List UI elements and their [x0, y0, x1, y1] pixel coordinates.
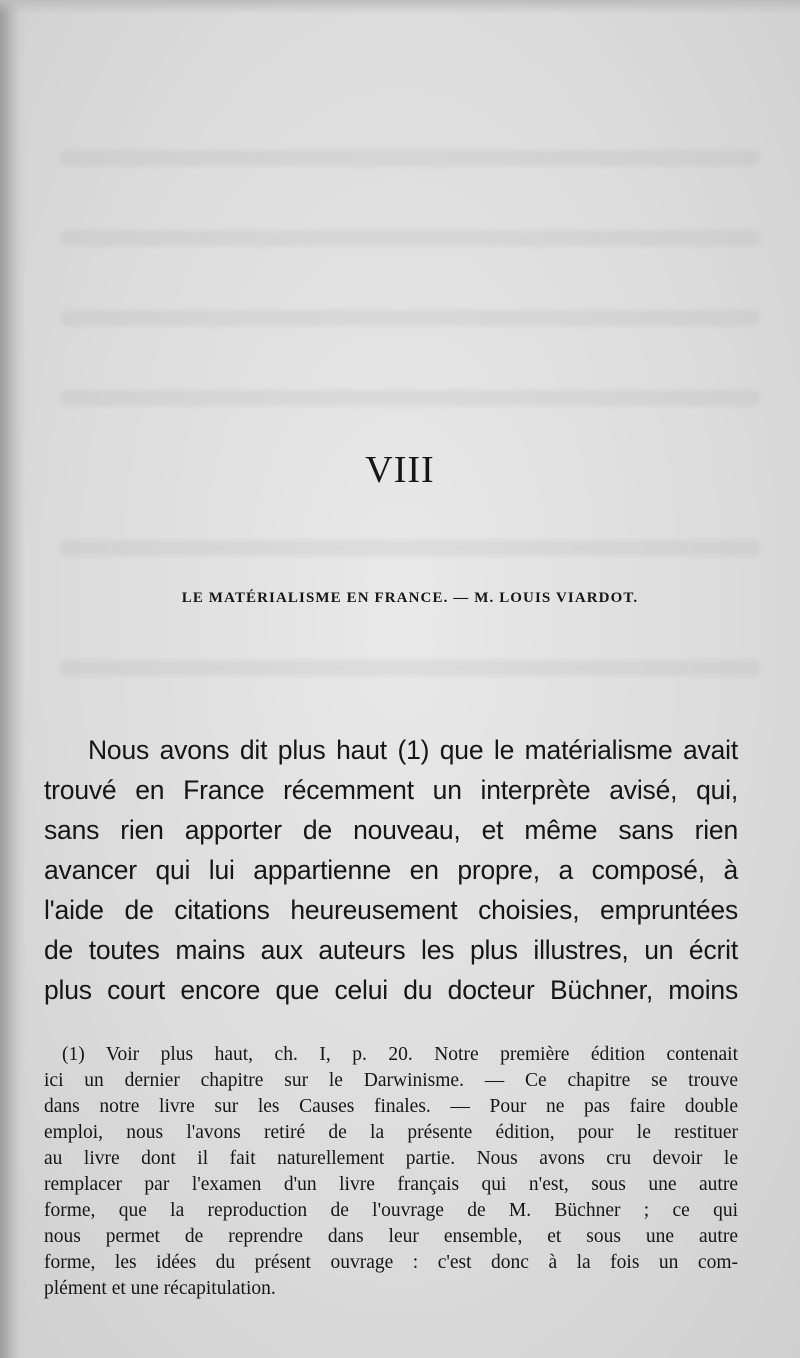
body-line: trouvé en France récemment un interprète avisé, qui, — [44, 775, 738, 805]
footnote-line: nous permet de reprendre dans leur ensemble, et sous une autre — [44, 1226, 738, 1247]
body-line: avancer qui lui appartienne en propre, a composé, à — [44, 855, 738, 885]
show-through-text — [60, 660, 760, 676]
show-through-text — [60, 540, 760, 556]
footnote-line: dans notre livre sur les Causes finales. — Pour ne pas faire double — [44, 1096, 738, 1117]
show-through-text — [60, 310, 760, 326]
body-line: l'aide de citations heureusement choisies, empruntées — [44, 895, 738, 925]
footnote-line: emploi, nous l'avons retiré de la présente édition, pour le restituer — [44, 1122, 738, 1143]
footnote-line: au livre dont il fait naturellement partie. Nous avons cru devoir le — [44, 1148, 738, 1169]
body-line: plus court encore que celui du docteur Büchner, moins — [44, 975, 738, 1005]
binding-shadow — [0, 0, 26, 1358]
footnote-line: remplacer par l'examen d'un livre français qui n'est, sous une autre — [44, 1174, 738, 1195]
footnote-line: forme, que la reproduction de l'ouvrage de M. Büchner ; ce qui — [44, 1200, 738, 1221]
footnote-line: forme, les idées du présent ouvrage : c'est donc à la fois un com- — [44, 1252, 738, 1273]
show-through-text — [60, 390, 760, 406]
show-through-text — [60, 150, 760, 166]
footnote-line: plément et une récapitulation. — [44, 1278, 276, 1299]
body-line: de toutes mains aux auteurs les plus illustres, un écrit — [44, 935, 738, 965]
footnote-line: (1) Voir plus haut, ch. I, p. 20. Notre première édition contenait — [62, 1044, 738, 1065]
chapter-title: LE MATÉRIALISME EN FRANCE. — M. LOUIS VIARDOT. — [181, 590, 639, 606]
show-through-text — [60, 230, 760, 246]
body-line: sans rien apporter de nouveau, et même sans rien — [44, 815, 738, 845]
top-edge-shadow — [0, 0, 800, 14]
body-line: Nous avons dit plus haut (1) que le matérialisme avait — [88, 735, 738, 765]
chapter-number: VIII — [365, 449, 435, 491]
footnote-line: ici un dernier chapitre sur le Darwinisme. — Ce chapitre se trouve — [44, 1070, 738, 1091]
